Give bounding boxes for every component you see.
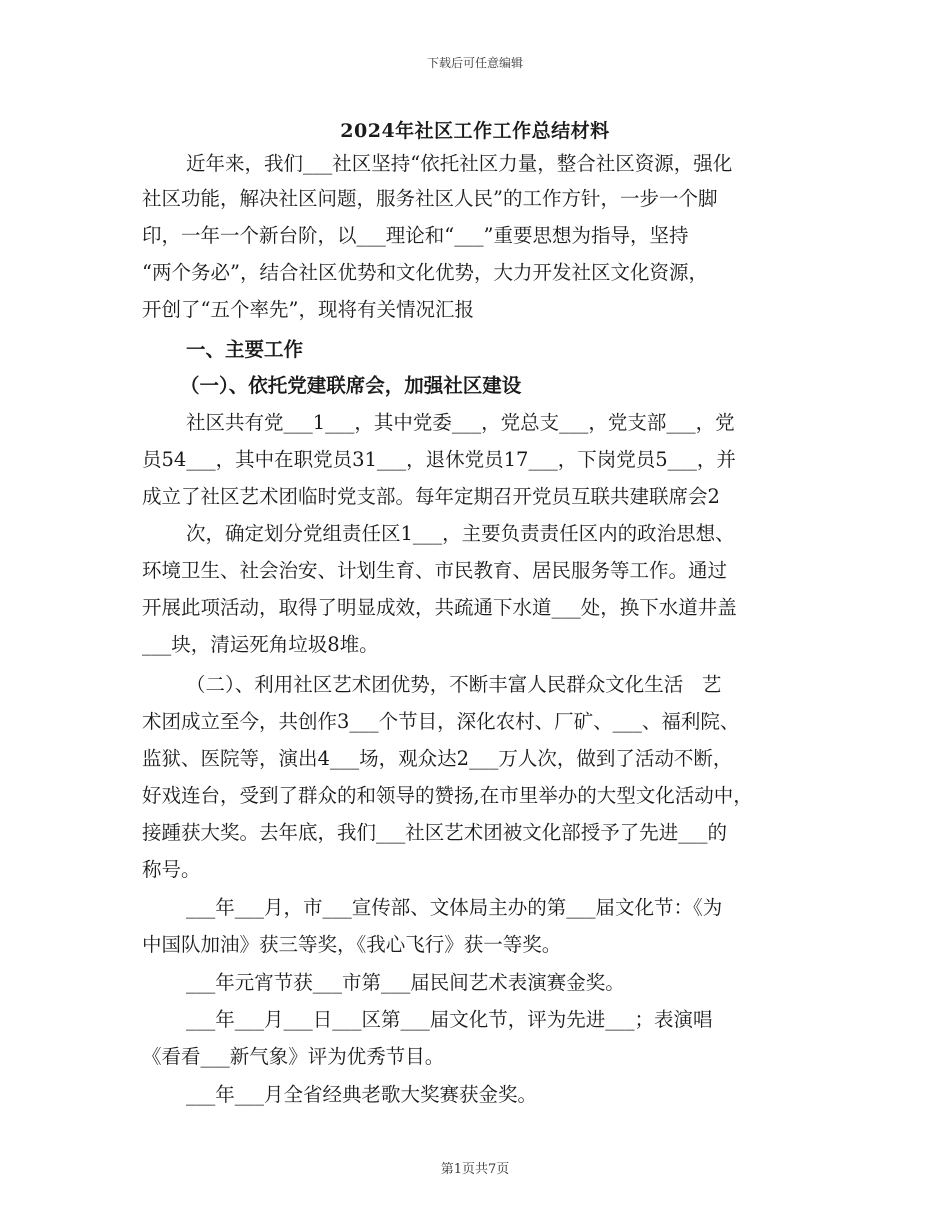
paragraph-line: 社区功能，解决社区问题，服务社区人民”的工作方针，一步一个脚: [142, 187, 718, 210]
subsection-heading: （二）、利用社区艺术团优势，不断丰富人民群众文化生活 艺: [186, 673, 722, 696]
paragraph-line: ___块，清运死角垃圾8堆。: [142, 633, 379, 656]
paragraph-line: 员54___，其中在职党员31___，退休党员17___，下岗党员5___，并: [142, 448, 736, 471]
page-footer: 第1页共7页: [440, 1162, 510, 1177]
paragraph-line: 开创了“五个率先”，现将有关情况汇报: [142, 298, 474, 321]
paragraph-line: 次，确定划分党组责任区1___，主要负责责任区内的政治思想、: [186, 522, 735, 545]
paragraph-line: “两个务必”，结合社区优势和文化优势，大力开发社区文化资源，: [142, 261, 708, 284]
paragraph-line: 监狱、医院等，演出4___场，观众达2___万人次，做到了活动不断，: [142, 747, 733, 770]
paragraph-line: 术团成立至今，共创作3___个节目，深化农村、厂矿、___、福利院、: [142, 710, 740, 733]
paragraph-line: 好戏连台，受到了群众的和领导的赞扬,在市里举办的大型文化活动中，: [142, 784, 753, 807]
section-heading: 一、主要工作: [186, 338, 304, 361]
paragraph-line: ___年___月___日___区第___届文化节，评为先进___；表演唱: [186, 1008, 713, 1031]
paragraph-line: 中国队加油》获三等奖，《我心飞行》获一等奖。: [142, 933, 562, 956]
document-title: 2024年社区工作工作总结材料: [340, 120, 610, 142]
paragraph-line: 称号。: [142, 858, 201, 881]
paragraph-line: 社区共有党___1___，其中党委___，党总支___，党支部___，党: [186, 411, 735, 434]
paragraph-line: ___年___月，市___宣传部、文体局主办的第___届文化节：《为: [186, 896, 723, 919]
paragraph-line: ___年___月全省经典老歌大奖赛获金奖。: [186, 1083, 538, 1106]
paragraph-line: 印，一年一个新台阶，以___理论和“___”重要思想为指导，坚持: [142, 224, 689, 247]
paragraph-line: 《看看___新气象》评为优秀节目。: [142, 1045, 445, 1068]
paragraph-line: ___年元宵节获___市第___届民间艺术表演赛金奖。: [186, 971, 625, 994]
paragraph-line: 开展此项活动，取得了明显成效，共疏通下水道___处，换下水道井盖: [142, 596, 737, 619]
paragraph-line: 接踵获大奖。去年底，我们___社区艺术团被文化部授予了先进___的: [142, 821, 728, 844]
paragraph-line: 环境卫生、社会治安、计划生育、市民教育、居民服务等工作。通过: [142, 559, 728, 582]
subsection-heading: （一）、依托党建联席会，加强社区建设: [180, 374, 522, 397]
paragraph-line: 近年来，我们___社区坚持“依托社区力量，整合社区资源，强化: [186, 152, 733, 175]
paragraph-line: 成立了社区艺术团临时党支部。每年定期召开党员互联共建联席会2: [142, 485, 720, 508]
page-header-note: 下载后可任意编辑: [426, 56, 523, 70]
